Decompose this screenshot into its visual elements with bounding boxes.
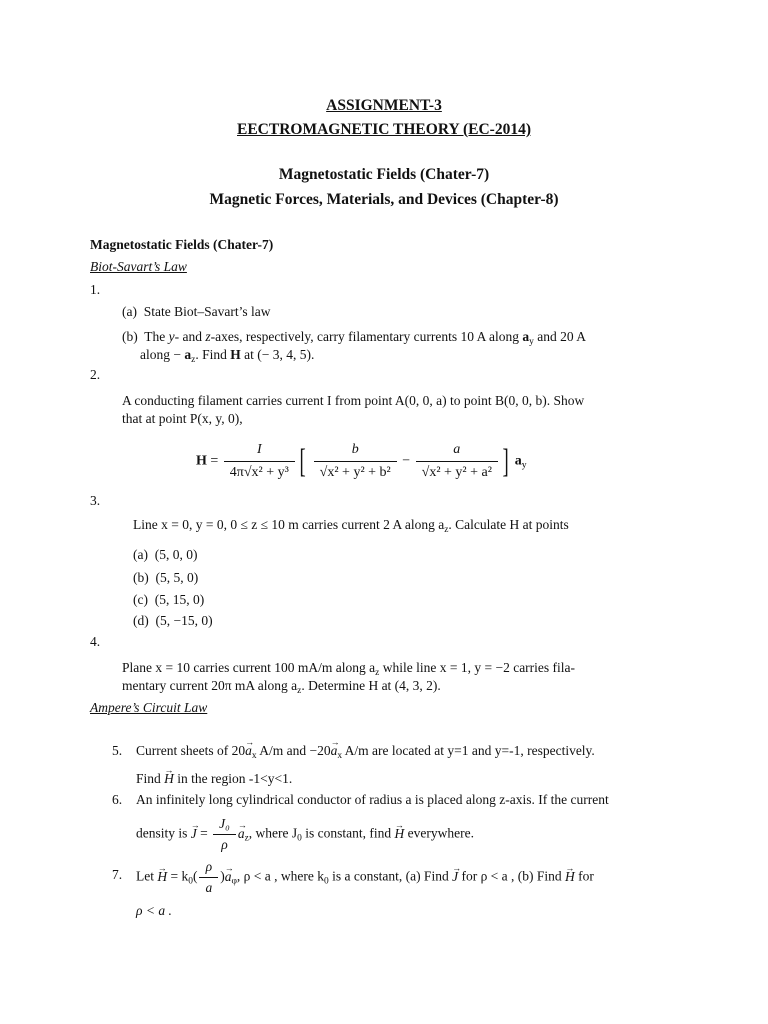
question-2-number: 2. [90, 367, 101, 382]
question-2-line1: A conducting filament carries current I from point A(0, 0, a) to point B(0, 0, b). Show [122, 393, 585, 408]
item-label: (b) [133, 570, 149, 585]
q7-fraction [199, 858, 218, 897]
question-1-number: 1. [90, 282, 101, 297]
eq-num: b [314, 440, 397, 462]
vector-ax: a → [245, 742, 252, 760]
chapter7-heading: Magnetostatic Fields (Chater-7) [278, 166, 490, 183]
eq-num: I [224, 440, 295, 462]
q7-text: = k [167, 868, 189, 884]
q1b-text: . Find [195, 347, 231, 362]
q3-item-b [133, 569, 198, 587]
frac-den: a [205, 880, 213, 895]
unit-vector-az: a [184, 347, 192, 362]
q6-text: is constant, find [301, 825, 395, 841]
item-value: (5, 5, 0) [155, 570, 199, 585]
question-3-line [133, 516, 569, 534]
q6-text: everywhere. [404, 825, 474, 841]
question-7-line2: ρ < a . [136, 903, 172, 918]
question-7-line1: Let H → = $k_0$( $\frac{\rho}{a}$ )$a \to_\varphi$, ρ < a , where $k_0$ is a constant, (a) Find J → for ρ < a , (b) Find H → for [136, 858, 594, 897]
q7-text: for ρ < a , (b) Find [458, 868, 566, 884]
q5-text: in the region -1<y<1. [173, 771, 293, 786]
eq-unit-sub: y [521, 459, 527, 471]
question-4-number: 4. [90, 634, 101, 649]
right-bracket: ] [502, 442, 509, 480]
eq-num: a [416, 440, 498, 462]
ampere-subtitle: Ampere’s Circuit Law [90, 700, 208, 715]
q4-text: mentary current 20π mA along a [122, 678, 298, 693]
question-1b-line2 [140, 346, 314, 364]
eq-minus: − [402, 453, 411, 469]
question-5-line2 [136, 770, 292, 788]
vector-H: H → [565, 868, 575, 886]
q7-text: is a constant, (a) Find [328, 868, 453, 884]
biot-savart-subtitle: Biot-Savart’s Law [90, 259, 187, 274]
q1a-text: State Biot–Savart’s law [143, 304, 271, 319]
item-value: (5, −15, 0) [155, 613, 213, 628]
item-label: (c) [133, 592, 148, 607]
q3-item-a [133, 546, 197, 564]
q7-text: , ρ < a , [236, 868, 278, 884]
unit-vector-sub: z [244, 833, 249, 844]
question-2-equation [196, 440, 527, 483]
q7-text: Let [136, 868, 158, 884]
question-6-line1: An infinitely long cylindrical conductor of radius a is placed along z-axis. If the current [136, 792, 609, 807]
q3-text: Line x = 0, y = 0, 0 ≤ z ≤ 10 m carries current 2 A along a [133, 517, 445, 532]
q1b-text: at (− 3, 4, 5). [240, 347, 315, 362]
question-1a [122, 303, 270, 321]
eq-equals: = [210, 453, 219, 469]
vector-H: H → [164, 770, 174, 788]
eq-fraction-1 [224, 440, 295, 483]
unit-vector-ay: a [522, 329, 530, 344]
vector-J: J → [452, 868, 458, 886]
sub: 0 [297, 833, 302, 844]
unit-vector-sub: φ [231, 876, 237, 887]
course-title: EECTROMAGNETIC THEORY (EC-2014) [237, 121, 531, 138]
unit-vector-sub: y [529, 337, 534, 347]
unit-vector-sub: z [444, 525, 449, 535]
q3-item-c [133, 591, 204, 609]
vector-H: H → [157, 868, 167, 886]
chapter8-heading: Magnetic Forces, Materials, and Devices (Chapter-8) [209, 191, 559, 208]
q4-text: while line x = 1, y = −2 carries fila- [379, 660, 576, 675]
question-1b-line1 [122, 328, 586, 346]
eq-H: H [196, 453, 207, 469]
unit-vector-sub: z [191, 355, 196, 365]
q6-text: , where J [248, 825, 298, 841]
q6-text: = [196, 825, 212, 841]
q1b-z: z [205, 329, 211, 344]
vector-J: J → [191, 825, 197, 843]
q5-text: A/m are located at y=1 and y=-1, respectively. [342, 743, 595, 758]
question-2-line2: that at point P(x, y, 0), [122, 411, 243, 426]
vector-H: H [230, 347, 241, 362]
item-label: (a) [133, 547, 148, 562]
frac-num: ρ [199, 858, 218, 878]
eq-den: √x² + y² + b² [319, 465, 391, 480]
unit-vector-sub: x [251, 751, 257, 761]
q1b-text: -axes, respectively, carry filamentary currents 10 A along [210, 329, 523, 344]
q1b-text: along − [140, 347, 185, 362]
eq-fraction-3 [416, 440, 498, 483]
vector-az: a → [238, 825, 245, 843]
q5-text: A/m and −20 [256, 743, 331, 758]
assignment-title: ASSIGNMENT-3 [326, 97, 442, 114]
item-value: (5, 0, 0) [154, 547, 198, 562]
q3-item-d [133, 612, 213, 630]
vector-ax: a → [331, 742, 338, 760]
question-7-number: 7. [112, 867, 123, 882]
q7-text: where k [277, 868, 324, 884]
sub: 0 [188, 876, 193, 887]
q7-text: for [574, 868, 594, 884]
question-5-number: 5. [112, 743, 123, 758]
q1b-text: - and [174, 329, 206, 344]
eq-unit-vector: a [514, 453, 522, 469]
vector-H: H → [394, 825, 404, 843]
q5-text: Find [136, 771, 165, 786]
unit-vector-sub: x [337, 751, 343, 761]
q1a-label: (a) [122, 304, 137, 319]
left-bracket: [ [299, 442, 306, 480]
unit-vector-sub: z [375, 668, 380, 678]
q1b-label: (b) [122, 329, 138, 344]
sub: 0 [324, 876, 329, 887]
q6-fraction [213, 815, 236, 854]
unit-vector-sub: z [297, 686, 302, 696]
eq-den: √x² + y² + a² [421, 465, 492, 480]
item-label: (d) [133, 613, 149, 628]
question-4-line1 [122, 659, 575, 677]
frac-den: ρ [221, 837, 228, 852]
question-4-line2 [122, 677, 441, 695]
question-5-line1 [136, 742, 595, 760]
eq-fraction-2 [314, 440, 397, 483]
eq-den: 4π√x² + y³ [229, 465, 289, 480]
frac-num: J₀ [213, 815, 236, 835]
q4-text: . Determine H at (4, 3, 2). [301, 678, 441, 693]
q3-text: . Calculate H at points [448, 517, 569, 532]
vector-aphi: a → [225, 868, 232, 886]
question-3-number: 3. [90, 493, 101, 508]
question-6-line2 [136, 815, 474, 854]
item-value: (5, 15, 0) [154, 592, 205, 607]
q1b-text: The [144, 329, 169, 344]
section-title: Magnetostatic Fields (Chater-7) [90, 237, 274, 252]
q5-text: Current sheets of 20 [136, 743, 246, 758]
q1b-y: y [168, 329, 175, 344]
q6-text: density is [136, 825, 191, 841]
question-6-number: 6. [112, 792, 123, 807]
q4-text: Plane x = 10 carries current 100 mA/m along a [122, 660, 376, 675]
q1b-text: and 20 A [533, 329, 587, 344]
